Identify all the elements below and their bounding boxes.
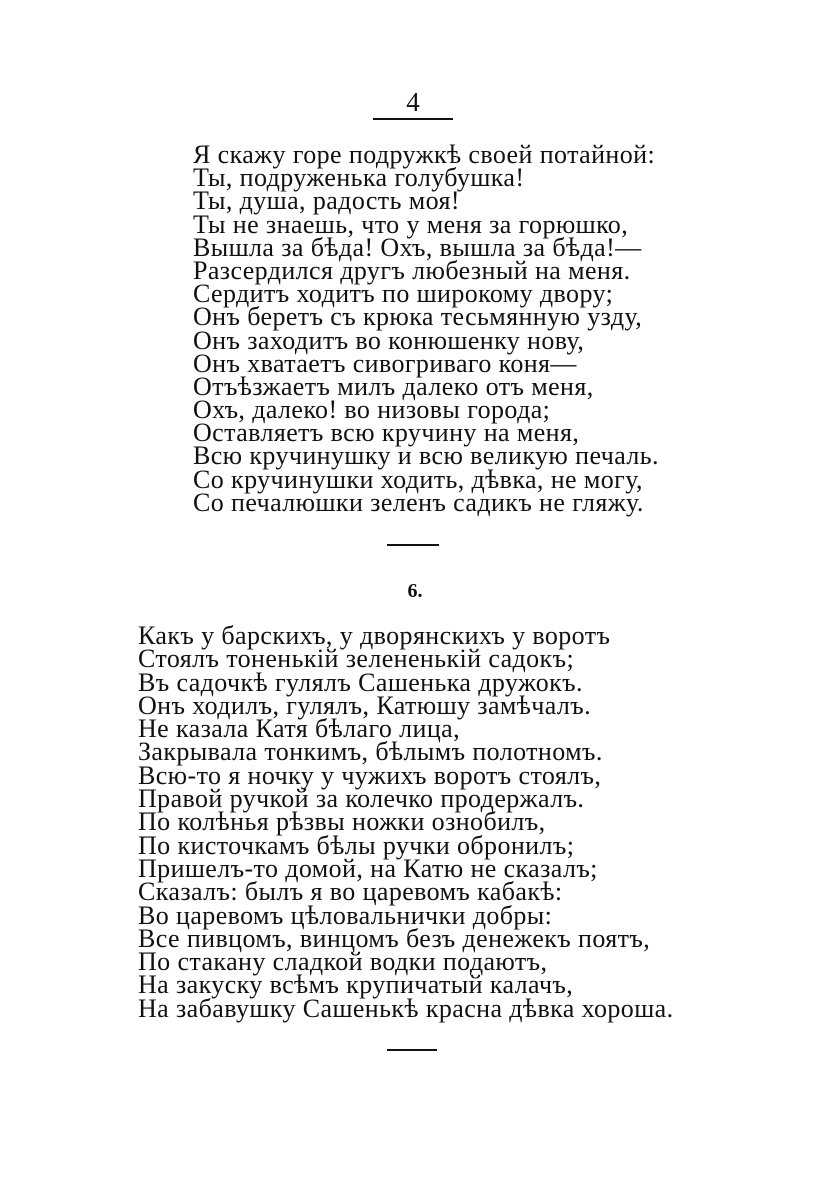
poem-line: Я скажу горе подружкѣ своей потайной: [193, 140, 656, 169]
section-number: 6. [407, 580, 423, 602]
poem-line: Стоялъ тоненькій зелененькій садокъ; [138, 644, 575, 674]
poem-line: По стакану сладкой водки подаютъ, [138, 947, 548, 977]
poem-line: Пришелъ-то домой, на Катю не сказалъ; [138, 853, 598, 883]
poem-line: Всю кручинушку и всю великую печаль. [193, 441, 659, 471]
poem-line: Со печалюшки зеленъ садикъ не гляжу. [193, 487, 644, 517]
poem-line: Ты не знаешь, что у меня за горюшко, [193, 209, 629, 239]
end-divider [387, 1049, 437, 1051]
poem-line: Правой ручкой за колечко продержалъ. [138, 784, 585, 814]
poem-line: Все пивцомъ, винцомъ безъ денежекъ поятъ, [138, 923, 651, 953]
poem-line: Какъ у барскихъ, у дворянскихъ у воротъ [138, 621, 611, 650]
poem-line: По кисточкамъ бѣлы ручки обронилъ; [138, 830, 575, 860]
poem-line: Ты, подруженька голубушка! [193, 163, 525, 193]
poem-line: Онъ хватаетъ сивогриваго коня— [193, 348, 577, 378]
poem-line: Охъ, далеко! во низовы города; [193, 395, 551, 425]
poem-line: Разсердился другъ любезный на меня. [193, 255, 631, 285]
poem-line: Со кручинушки ходить, дѣвка, не могу, [193, 464, 643, 494]
poem-line: Онъ ходилъ, гулялъ, Катюшу замѣчалъ. [138, 690, 592, 720]
poem-line: Въ садочкѣ гулялъ Сашенька дружокъ. [138, 667, 583, 697]
poem-line: Онъ заходитъ во конюшенку нову, [193, 325, 585, 355]
poem-line: По колѣнья рѣзвы ножки ознобилъ, [138, 807, 546, 837]
poem-line: Оставляетъ всю кручину на меня, [193, 418, 580, 448]
poem-line: Не казала Катя бѣлаго лица, [138, 714, 461, 744]
poem-line: Закрывала тонкимъ, бѣлымъ полотномъ. [138, 737, 603, 767]
poem-line: Сказалъ: былъ я во царевомъ кабакѣ: [138, 877, 563, 907]
section-divider [387, 544, 439, 546]
poem-line: На закуску всѣмъ крупичатый калачъ, [138, 970, 574, 1000]
poem-line: Вышла за бѣда! Охъ, вышла за бѣда!— [193, 232, 642, 262]
poem-line: На забавушку Сашенькѣ красна дѣвка хороша. [138, 993, 674, 1023]
poem-line: Сердитъ ходитъ по широкому двору; [193, 279, 614, 309]
poem-line: Ты, душа, радость моя! [193, 186, 460, 216]
poem-six [138, 621, 674, 1023]
poem-line: Во царевомъ цѣловальнички добры: [138, 900, 553, 930]
poem-line: Отъѣзжаетъ милъ далеко отъ меня, [193, 371, 594, 401]
poem-line: Онъ беретъ съ крюка тесьмянную узду, [193, 302, 643, 332]
poem-continued [193, 140, 659, 517]
page-number: 4 [373, 86, 453, 120]
poem-line: Всю-то я ночку у чужихъ воротъ стоялъ, [138, 760, 602, 790]
